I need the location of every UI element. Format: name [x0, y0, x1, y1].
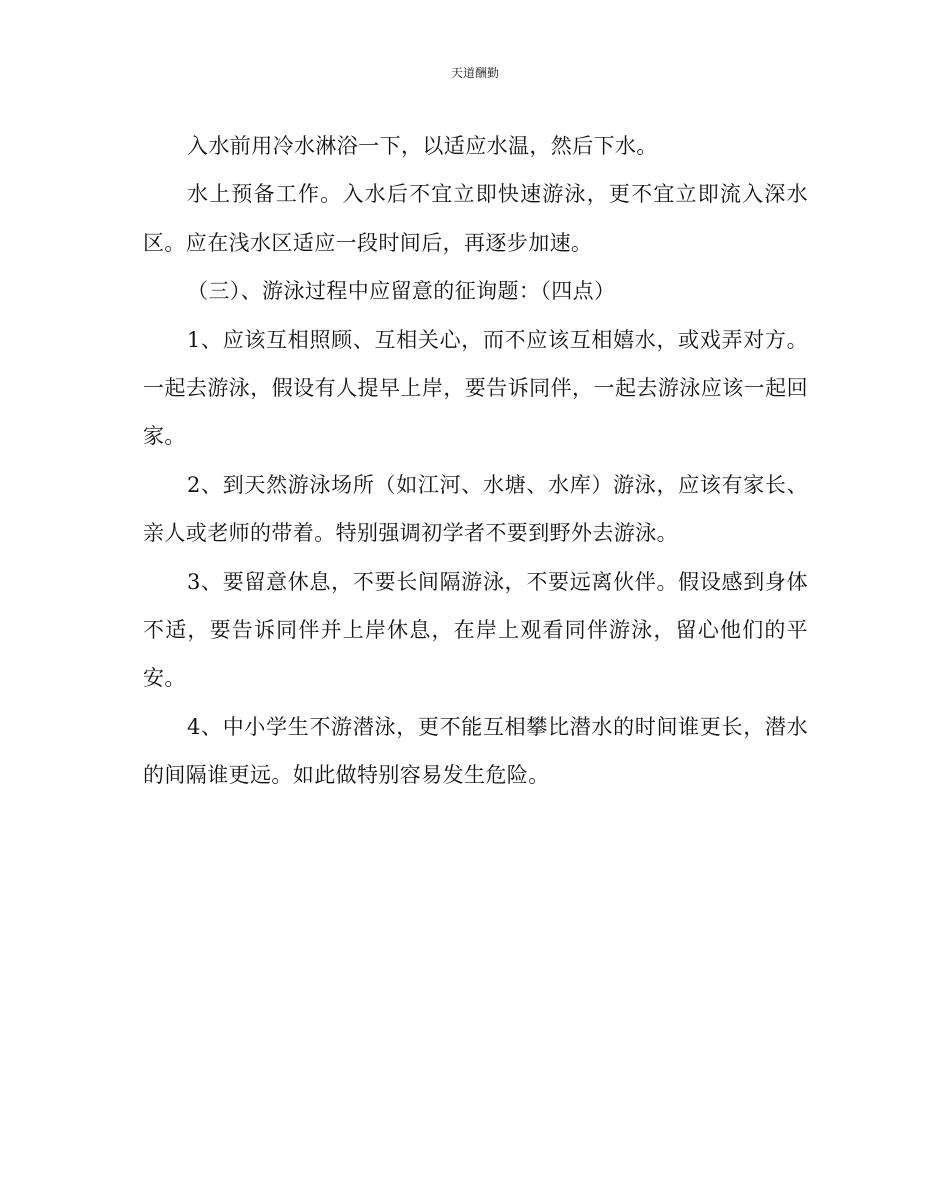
list-item-4: 4、中小学生不游潜泳，更不能互相攀比潜水的时间谁更长，潜水的间隔谁更远。如此做特别容易发生危险。 — [143, 714, 808, 788]
list-item-3: 3、要留意休息，不要长间隔游泳，不要远离伙伴。假设感到身体不适，要告诉同伴并上岸休息，在岸上观看同伴游泳，留心他们的平安。 — [143, 569, 808, 691]
section-heading-swimming-issues: （三）、游泳过程中应留意的征询题：（四点） — [187, 279, 616, 304]
paragraph-water-preparation: 水上预备工作。入水后不宜立即快速游泳，更不宜立即流入深水区。应在浅水区适应一段时间后，再逐步加速。 — [143, 182, 808, 255]
document-body — [143, 122, 808, 800]
paragraph-shower-before-swim: 入水前用冷水淋浴一下，以适应水温，然后下水。 — [187, 134, 658, 158]
list-item-2: 2、到天然游泳场所（如江河、水塘、水库）游泳，应该有家长、亲人或老师的带着。特别强调初学者不要到野外去游泳。 — [143, 472, 808, 546]
list-item-1: 1、应该互相照顾、互相关心，而不应该互相嬉水，或戏弄对方。一起去游泳，假设有人提早上岸，要告诉同伴，一起去游泳应该一起回家。 — [143, 327, 808, 449]
page-header: 天道酬勤 — [450, 66, 499, 80]
